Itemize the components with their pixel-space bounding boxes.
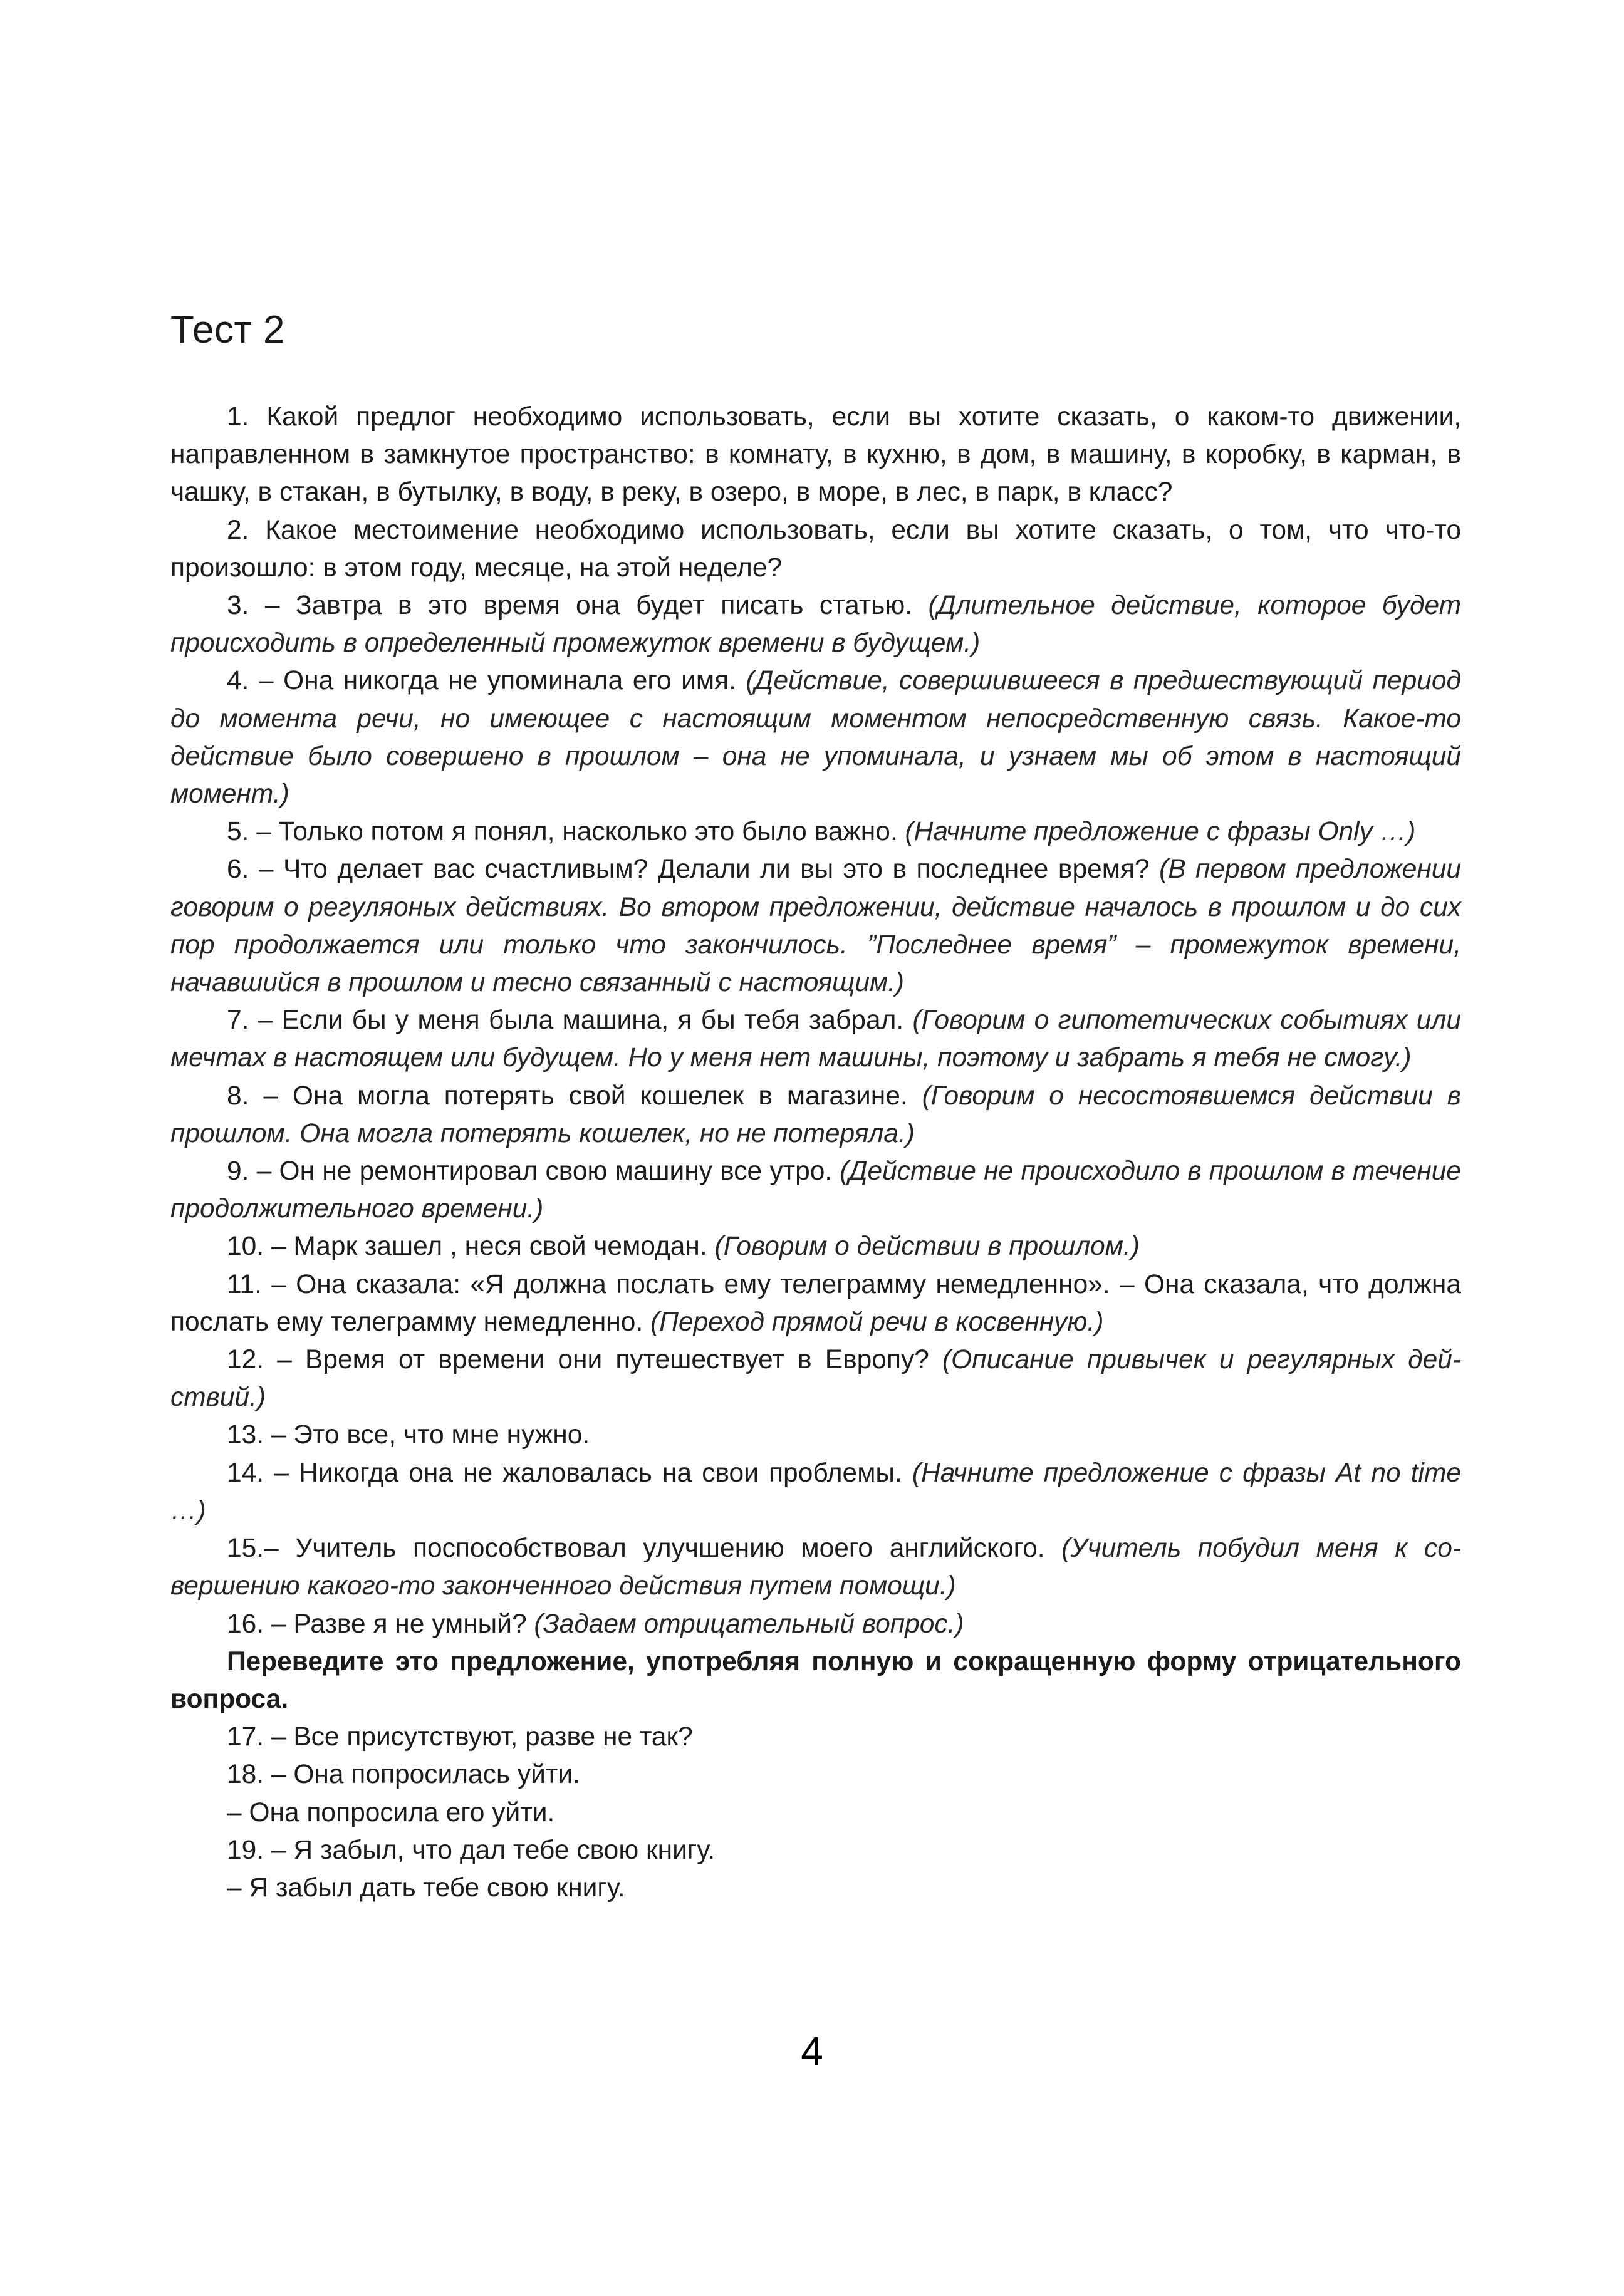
item-number: 11. (227, 1269, 262, 1299)
item-note: (Задаем отрицательный вопрос.) (534, 1609, 964, 1639)
question-item-9 (170, 1153, 1461, 1228)
item-number: 9. (227, 1156, 249, 1187)
item-text: – Разве я не умный? (271, 1609, 527, 1639)
item-number: 13. (227, 1420, 264, 1450)
item-note: (Говорим о действии в прошлом.) (714, 1232, 1140, 1262)
item-number: 8. (227, 1081, 249, 1111)
question-item-4 (170, 662, 1461, 813)
question-item-2 (170, 512, 1461, 587)
question-item-19-variant: – Я забыл дать тебе свою книгу. (227, 1873, 625, 1903)
item-text: – Что делает вас счастливым? Делали ли вы это в последнее время? (258, 855, 1150, 885)
item-note: (Говорим о гипотетических событиях или мечтах в настоящем или будущем. Но у меня нет машины, поэтому и забрать я тебя не смогу.) (170, 1005, 1461, 1073)
item-note: (Говорим о несостоявшемся действии в прошлом. Она могла потерять кошелек, но не потеряла.) (170, 1081, 1461, 1148)
item-text: – Если бы у меня была машина, я бы тебя забрал. (258, 1005, 904, 1036)
question-item-19: 19. – Я забыл, что дал тебе свою книгу. (227, 1835, 716, 1865)
item-note: (Учитель побудил меня к совершению какого-то законченного действия путем помощи.) (170, 1534, 1461, 1601)
page-number: 4 (801, 2028, 823, 2074)
question-item-7 (170, 1002, 1461, 1077)
document-body (170, 398, 1461, 1907)
item-text: – Она сказала: «Я должна послать ему телеграмму немедленно». – Она сказала, что должна послать ему телеграмму немедленно. (170, 1269, 1461, 1337)
page-title: Тест 2 (170, 308, 285, 351)
question-item-18: 18. – Она попросилась уйти. (227, 1760, 580, 1790)
question-item-14 (170, 1455, 1461, 1530)
question-item-15 (170, 1530, 1461, 1605)
item-number: 14. (227, 1458, 264, 1488)
item-text: – Время от времени они путешествует в Европу? (277, 1345, 929, 1375)
question-item-1 (170, 398, 1461, 512)
item-note: (Длительное действие, которое будет происходить в определенный промежуток времени в будущем.) (170, 591, 1462, 658)
item-number: 4. (227, 666, 249, 696)
item-number: 6. (227, 855, 249, 885)
item-text: Какое местоимение необходимо использовать, если вы хотите сказать, о том, что что-то произошло: в этом году, месяце, на этой неделе? (170, 515, 1461, 583)
item-text: Какой предлог необходимо использовать, если вы хотите сказать, о каком-то движении, направленном в замкнутое пространство: в комнату, в кухню, в дом, в машину, в коробку, в карман, в чашку, в стакан, в бутылку, в воду, в реку, в озеро, в море, в лес, в парк, в класс? (170, 402, 1461, 507)
item-text: – Она могла потерять свой кошелек в магазине. (263, 1081, 908, 1111)
item-number: 16. (227, 1609, 264, 1639)
item-text: – Марк зашел , неся свой чемодан. (271, 1232, 707, 1262)
question-item-16 (170, 1606, 1461, 1643)
question-item-12 (170, 1341, 1461, 1416)
question-item-11 (170, 1266, 1461, 1341)
item-text: – Только потом я понял, насколько это было важно. (256, 817, 898, 847)
item-note: (Начните предложение с фразы At no time …) (170, 1458, 1462, 1525)
item-text: – Учитель поспособствовал улучшению моего английского. (264, 1534, 1045, 1564)
item-number: 5. (227, 817, 249, 847)
item-note: (Действие, совершившееся в предшествующий период до момента речи, но имеющее с настоящим моментом непосредственную связь. Какое-то действие было совершено в прошлом – она не упоминала, и узнаем мы об этом в настоящий момент.) (170, 666, 1462, 809)
question-item-13 (170, 1416, 1461, 1454)
item-number: 3. (227, 591, 249, 621)
item-text: – Это все, что мне нужно. (271, 1420, 590, 1450)
question-item-5 (170, 813, 1461, 851)
item-note: (Переход прямой речи в косвенную.) (650, 1307, 1104, 1337)
item-number: 2. (227, 515, 249, 545)
item-text: – Она никогда не упоминала его имя. (258, 666, 736, 696)
item-number: 12. (227, 1345, 264, 1375)
item-text: – Никогда она не жаловалась на свои проблемы. (274, 1458, 902, 1488)
question-item-17: 17. – Все присутствуют, разве не так? (227, 1722, 693, 1752)
item-note: (Описание привычек и регулярных действий.) (170, 1345, 1461, 1413)
item-number: 15. (227, 1534, 264, 1564)
item-text: – Он не ремонтировал свою машину все утро. (256, 1156, 833, 1187)
translation-instruction: Переведите это предложение, употребляя полную и сокращенную форму отрицательного вопроса. (170, 1646, 1461, 1714)
item-number: 7. (227, 1005, 249, 1036)
question-item-6 (170, 851, 1461, 1002)
item-number: 10. (227, 1232, 264, 1262)
item-note: (В первом предложении говорим о регуляоных действиях. Во втором предложении, действие началось в прошлом и до сих пор продолжается или только что закончилось. ”Последнее время” – промежуток времени, начавшийся в прошлом и тесно связанный с настоящим.) (170, 855, 1462, 998)
question-item-10 (170, 1228, 1461, 1265)
item-number: 1. (227, 402, 249, 432)
item-note: (Начните предложение с фразы Only …) (905, 817, 1416, 847)
question-item-3 (170, 587, 1461, 662)
item-text: – Завтра в это время она будет писать статью. (264, 591, 913, 621)
question-item-8 (170, 1078, 1461, 1153)
question-item-18-variant: – Она попросила его уйти. (227, 1797, 555, 1827)
item-note: (Действие не происходило в прошлом в течение продолжительного времени.) (170, 1156, 1461, 1224)
